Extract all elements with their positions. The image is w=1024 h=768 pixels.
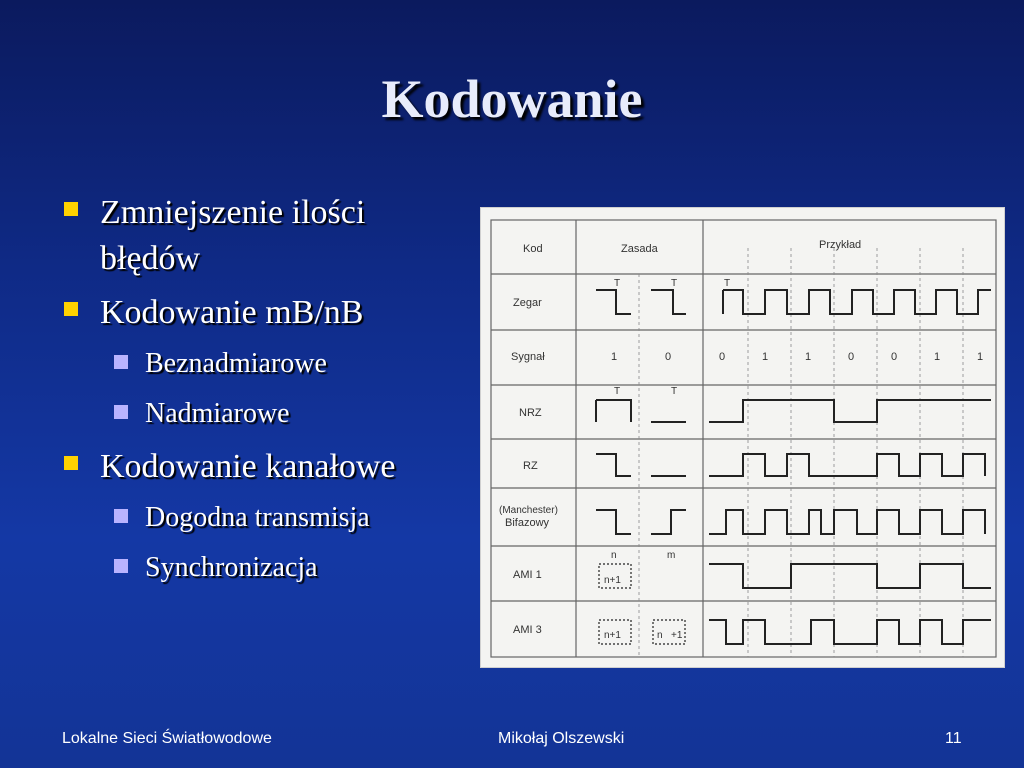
example-bit: 1 xyxy=(934,351,941,363)
example-bit: 0 xyxy=(719,351,726,363)
header-przyklad: Przykład xyxy=(819,239,862,251)
example-bits xyxy=(719,351,1004,363)
row-label-sygnal: Sygnał xyxy=(511,351,545,363)
example-bit: 1 xyxy=(762,351,769,363)
manchester-rule-wave-0 xyxy=(651,510,686,534)
row-label-bifazowy: Bifazowy xyxy=(505,517,550,529)
bullet-item xyxy=(62,190,462,282)
sub-bullet-square-icon xyxy=(114,559,128,573)
footer-page-number: 11 xyxy=(945,730,962,747)
bullet-square-icon xyxy=(64,202,78,216)
example-bit: 0 xyxy=(848,351,855,363)
encoding-diagram-svg xyxy=(481,208,1004,667)
rule-bit: 1 xyxy=(611,351,618,363)
bullet-text-line2: błędów xyxy=(100,240,201,277)
nrz-example-wave xyxy=(709,400,991,422)
sub-bullet-square-icon xyxy=(114,405,128,419)
sub-bullet-item xyxy=(62,548,462,588)
manchester-example-wave xyxy=(709,510,985,534)
ami1-example-wave xyxy=(709,564,991,588)
sub-bullet-text: Dogodna transmisja xyxy=(145,502,370,533)
sub-bullet-text: Synchronizacja xyxy=(145,552,318,583)
slide-title: Kodowanie xyxy=(381,69,643,129)
rz-rule-wave xyxy=(596,454,631,476)
row-label-ami3: AMI 3 xyxy=(513,624,542,636)
row-label-ami1: AMI 1 xyxy=(513,569,542,581)
t-label: T xyxy=(724,278,731,289)
manchester-rule-wave xyxy=(596,510,631,534)
sub-bullet-item xyxy=(62,394,462,434)
ami-label-n-plus-1: n+1 xyxy=(604,630,621,641)
t-label: T xyxy=(614,386,621,397)
row-label-manchester: (Manchester) xyxy=(499,505,558,516)
example-bit: 1 xyxy=(805,351,812,363)
rule-bit: 0 xyxy=(665,351,672,363)
sub-bullet-text: Beznadmiarowe xyxy=(145,348,327,379)
zegar-rule-wave-2 xyxy=(651,290,686,314)
sub-bullet-text: Nadmiarowe xyxy=(145,398,290,429)
sub-bullet-square-icon xyxy=(114,509,128,523)
t-label: T xyxy=(671,278,678,289)
bullet-square-icon xyxy=(64,456,78,470)
sub-bullet-square-icon xyxy=(114,355,128,369)
example-bit: 1 xyxy=(977,351,984,363)
sub-bullet-item xyxy=(62,498,462,538)
rz-example-wave xyxy=(709,454,985,476)
nrz-rule-wave xyxy=(596,400,631,422)
t-label: T xyxy=(671,386,678,397)
row-label-nrz: NRZ xyxy=(519,407,542,419)
zegar-example-wave xyxy=(723,290,991,314)
bullet-text-line1: Zmniejszenie ilości xyxy=(100,194,366,231)
bullet-item xyxy=(62,444,462,490)
ami-label-plus-1: +1 xyxy=(671,630,683,641)
ami3-example-wave xyxy=(709,620,991,644)
bullet-text: Kodowanie mB/nB xyxy=(100,294,364,331)
ami-label-n: n xyxy=(657,630,663,641)
waveforms xyxy=(596,290,991,644)
footer-course-title: Lokalne Sieci Światłowodowe xyxy=(62,730,272,747)
footer-author: Mikołaj Olszewski xyxy=(498,730,625,747)
bullet-item xyxy=(62,290,462,336)
t-label: T xyxy=(614,278,621,289)
row-label-rz: RZ xyxy=(523,460,538,472)
bullet-list xyxy=(62,190,462,598)
header-zasada: Zasada xyxy=(621,243,658,255)
ami-label-m: m xyxy=(667,550,676,561)
sub-bullet-item xyxy=(62,344,462,384)
bullet-text: Kodowanie kanałowe xyxy=(100,448,396,485)
example-bit: 0 xyxy=(891,351,898,363)
ami-label-n-plus-1: n+1 xyxy=(604,575,621,586)
row-label-zegar: Zegar xyxy=(513,297,542,309)
zegar-rule-wave xyxy=(596,290,631,314)
ami-label-n: n xyxy=(611,550,617,561)
header-kod: Kod xyxy=(523,243,543,255)
bullet-square-icon xyxy=(64,302,78,316)
encoding-diagram xyxy=(480,207,1005,668)
